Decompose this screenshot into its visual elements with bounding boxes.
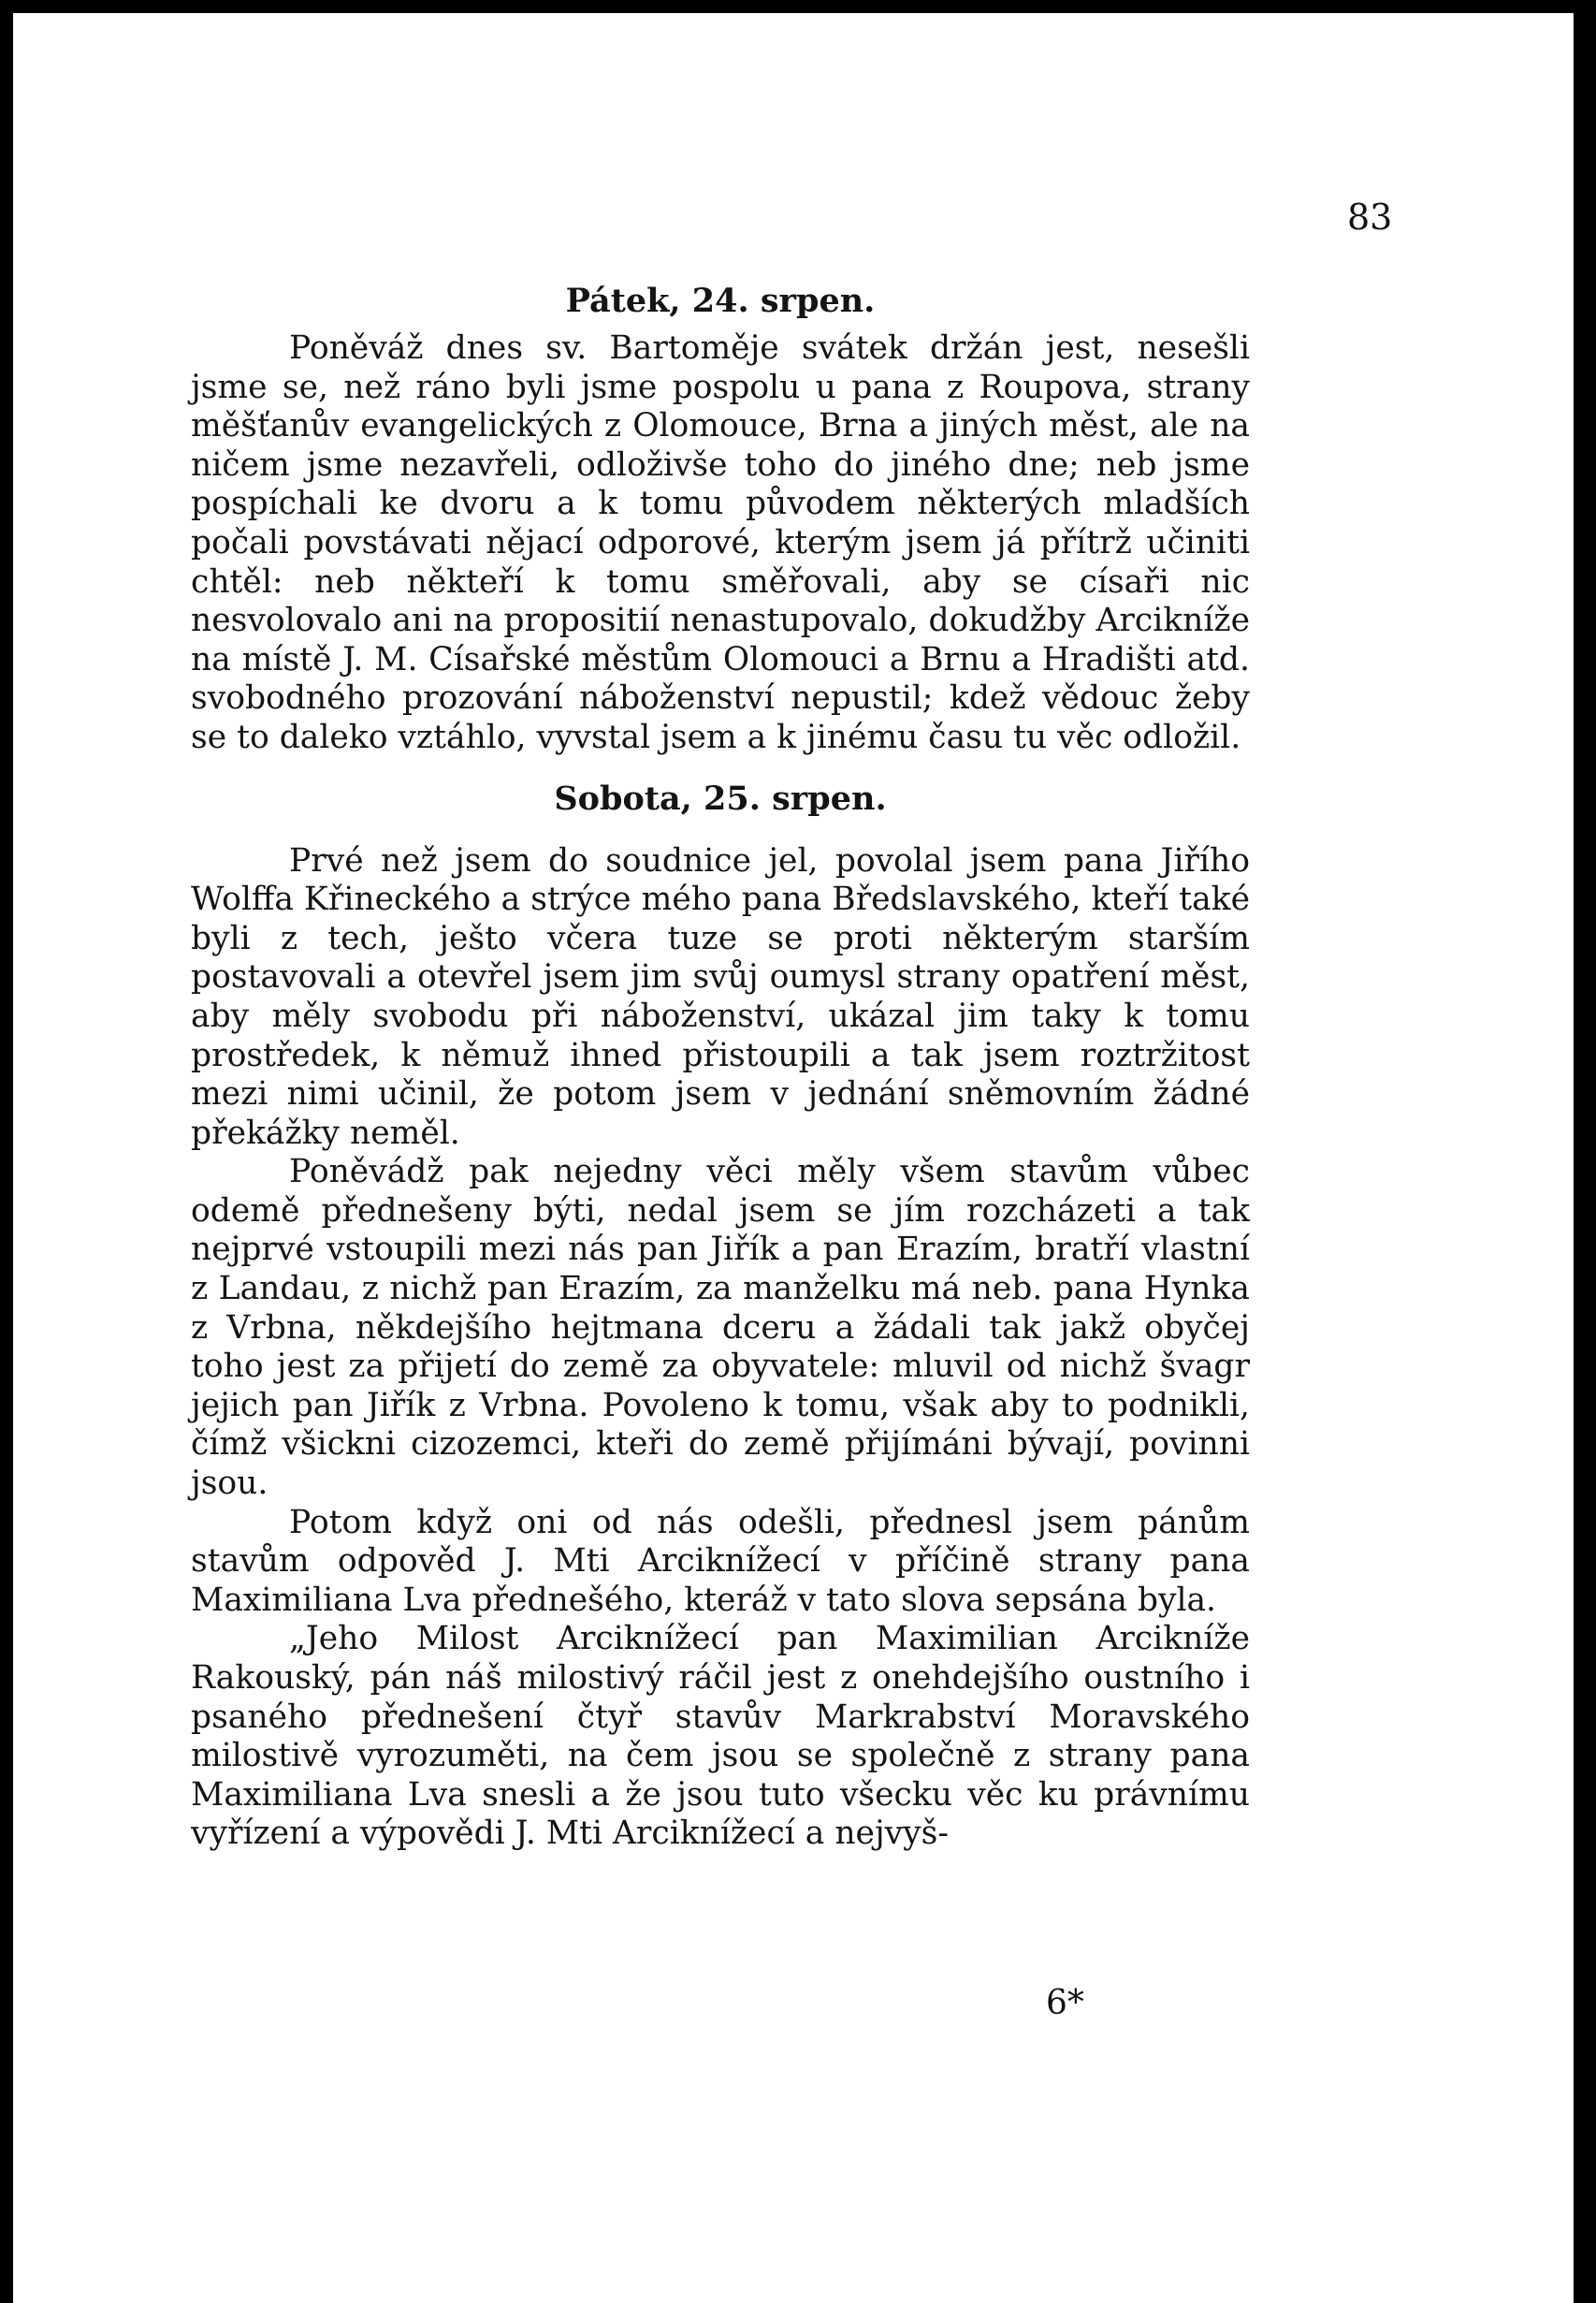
heading-day: Pátek, [565,282,681,320]
paragraph: Poněvádž pak nejedny věci měly všem stavům vůbec odemě přednešeny býti, nedal jsem se jím rozcházeti a tak nejprvé vstoupili mezi nás pan Jiřík a pan Erazím, bratří vlastní z Landau, z nichž pan Erazím, za manželku má neb. pana Hynka z Vrbna, někdejšího hejtmana dceru a žádali tak jakž obyčej toho jest za přijetí do země za obyvatele: mluvil od nichž švagr jejich pan Jiřík z Vrbna. Povoleno k tomu, však aby to podnikli, čímž všickni cizozemci, kteři do země přijímáni bývají, povinni jsou. [191,1153,1250,1503]
entry-heading-friday [191,273,1250,329]
paragraph: Prvé než jsem do soudnice jel, povolal jsem pana Jiřího Wolffa Křineckého a strýce mého pana Bředslavského, kteří také byli z tech, ješto včera tuze se proti některým starším postavovali a otevřel jsem jim svůj oumysl strany opatření měst, aby měly svobodu při náboženství, ukázal jim taky k tomu prostředek, k němuž ihned přistoupili a tak jsem roztržitost mezi nimi učinil, že potom jsem v jednání sněmovním žádné překážky neměl. [191,841,1250,1152]
scan-border-top [0,0,1596,13]
page-number: 83 [1347,197,1393,238]
heading-date: 25. srpen. [704,779,887,818]
paragraph: Poněváž dnes sv. Bartoměje svátek držán jest, nesešli jsme se, než ráno byli jsme pospolu u pana z Roupova, strany měšťanův evangelických z Olomouce, Brna a jiných měst, ale na ničem jsme nezavřeli, odloživše toho do jiného dne; neb jsme pospíchali ke dvoru a k tomu původem některých mladších počali povstávati nějací odporové, kterým jsem já přítrž učiniti chtěl: neb někteří k tomu směřovali, aby se císaři nic nesvolovalo ani na propositií nenastupovalo, dokudžby Arcikníže na místě J. M. Císařské městům Olomouci a Brnu a Hradišti atd. svobodného prozování náboženství nepustil; kdež vědouc žeby se to daleko vztáhlo, vyvstal jsem a k jinému času tu věc odložil. [191,329,1250,756]
scan-border-right [1574,0,1596,2303]
heading-date: 24. srpen. [691,282,876,320]
heading-day: Sobota, [554,779,692,818]
text-column [191,273,1250,1854]
entry-heading-saturday [191,771,1250,827]
scan-border-left [0,0,13,2303]
signature-mark: 6* [1046,1984,1084,2022]
paragraph: Potom když oni od nás odešli, přednesl jsem pánům stavům odpověd J. Mti Arciknížecí v příčině strany pana Maximiliana Lva přednešého, kteráž v tato slova sepsána byla. [191,1503,1250,1619]
paragraph: „Jeho Milost Arciknížecí pan Maximilian Arcikníže Rakouský, pán náš milostivý ráčil jest z onehdejšího oustního i psaného přednešení čtyř stavův Markrabství Moravského milostivě vyrozuměti, na čem jsou se společně z strany pana Maximiliana Lva snesli a že jsou tuto všecku věc ku právnímu vyřízení a výpovědi J. Mti Arciknížecí a nejvyš- [191,1620,1250,1853]
